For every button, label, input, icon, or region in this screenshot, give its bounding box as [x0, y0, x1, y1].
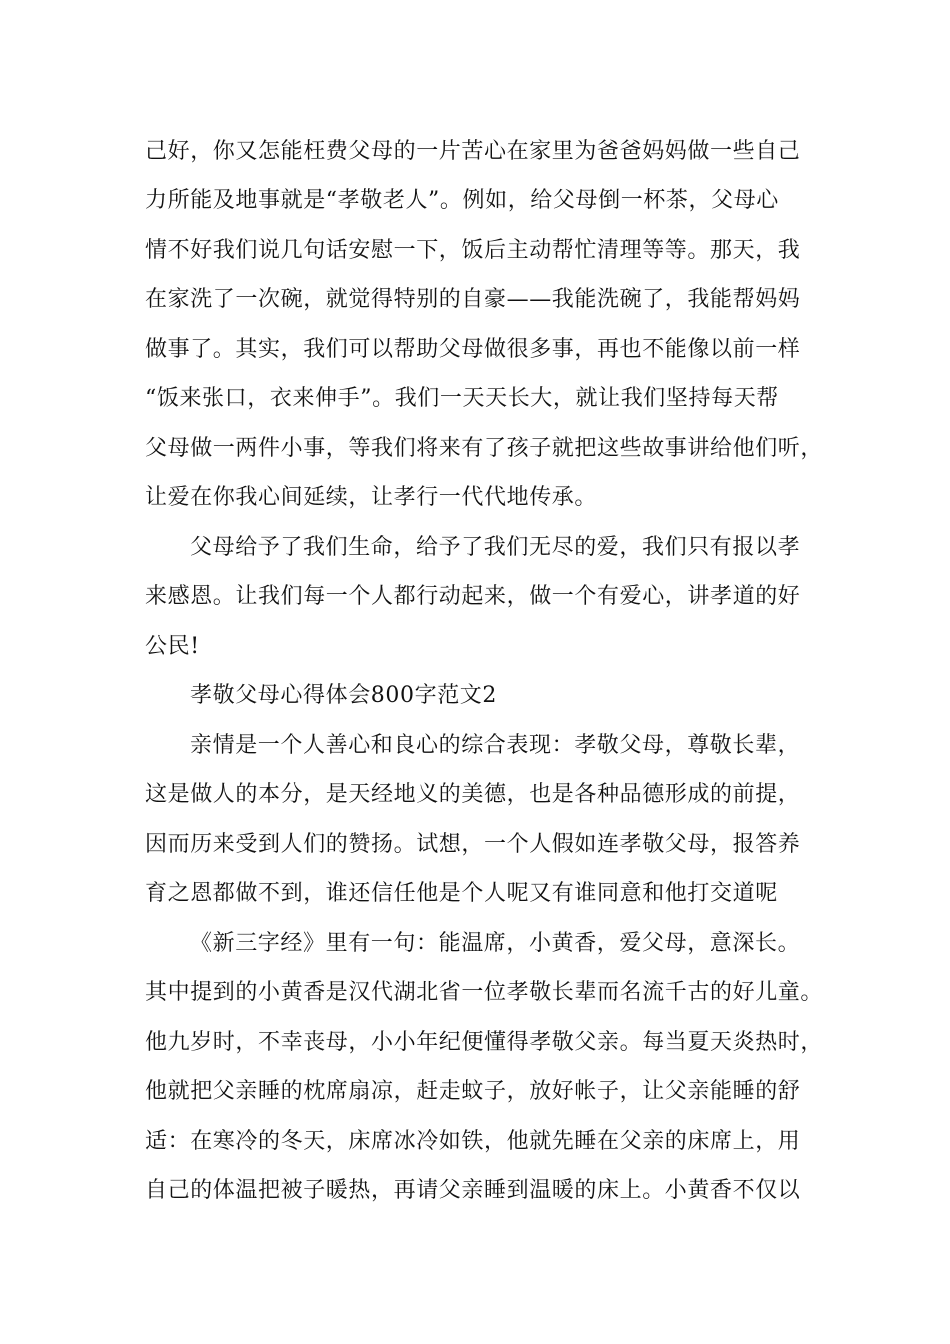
text-line: 自己的体温把被子暖热，再请父亲睡到温暖的床上。小黄香不仅以	[145, 1178, 801, 1203]
text-line: 在家洗了一次碗，就觉得特别的自豪——我能洗碗了，我能帮妈妈	[145, 287, 801, 312]
text-line: 来感恩。让我们每一个人都行动起来，做一个有爱心，讲孝道的好	[145, 584, 801, 609]
text-line: 因而历来受到人们的赞扬。试想，一个人假如连孝敬父母，报答养	[145, 832, 801, 857]
paragraph-start-line: 父母给予了我们生命，给予了我们无尽的爱，我们只有报以孝	[190, 535, 801, 560]
text-line: “饭来张口，衣来伸手”。我们一天天长大，就让我们坚持每天帮	[145, 386, 779, 411]
text-line: 这是做人的本分，是天经地义的美德，也是各种品德形成的前提，	[145, 782, 801, 807]
text-line: 力所能及地事就是“孝敬老人”。例如，给父母倒一杯茶，父母心	[145, 188, 779, 213]
text-line: 适：在寒冷的冬天，床席冰冷如铁，他就先睡在父亲的床席上，用	[145, 1129, 801, 1154]
text-line: 他就把父亲睡的枕席扇凉，赶走蚊子，放好帐子，让父亲能睡的舒	[145, 1079, 801, 1104]
text-line: 他九岁时，不幸丧母，小小年纪便懂得孝敬父亲。每当夏天炎热时，	[145, 1030, 824, 1055]
text-line: 做事了。其实，我们可以帮助父母做很多事，再也不能像以前一样	[145, 337, 801, 362]
paragraph-start-line: 《新三字经》里有一句：能温席，小黄香，爱父母，意深长。	[190, 931, 801, 956]
text-line: 其中提到的小黄香是汉代湖北省一位孝敬长辈而名流千古的好儿童。	[145, 980, 824, 1005]
paragraph-start-line: 亲情是一个人善心和良心的综合表现：孝敬父母，尊敬长辈，	[190, 733, 801, 758]
text-line: 父母做一两件小事，等我们将来有了孩子就把这些故事讲给他们听，	[145, 436, 824, 461]
section-heading: 孝敬父母心得体会800字范文2	[190, 683, 497, 708]
text-line: 情不好我们说几句话安慰一下，饭后主动帮忙清理等等。那天，我	[145, 238, 801, 263]
text-line: 育之恩都做不到，谁还信任他是个人呢又有谁同意和他打交道呢	[145, 881, 778, 906]
text-line: 公民!	[145, 634, 200, 659]
text-line: 己好，你又怎能枉费父母的一片苦心在家里为爸爸妈妈做一些自己	[145, 139, 801, 164]
text-line: 让爱在你我心间延续，让孝行一代代地传承。	[145, 485, 598, 510]
